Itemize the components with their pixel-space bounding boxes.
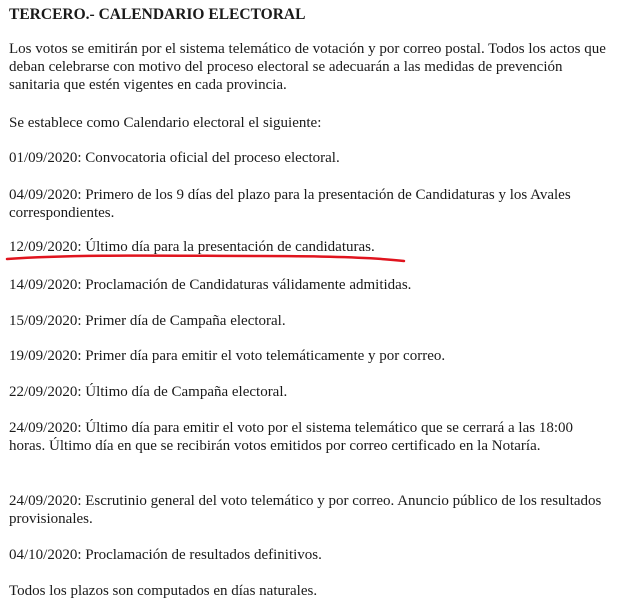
calendar-entry: 15/09/2020: Primer día de Campaña electoral. [9, 313, 286, 329]
calendar-entry-highlighted: 12/09/2020: Último día para la presentación de candidaturas. [9, 239, 375, 255]
closing-note: Todos los plazos son computados en días naturales. [9, 583, 318, 599]
red-underline-stroke [7, 256, 404, 261]
calendar-entry: 14/09/2020: Proclamación de Candidaturas válidamente admitidas. [9, 277, 412, 293]
calendar-entry: 24/09/2020: Último día para emitir el voto por el sistema telemático que se cerrará a las 18:00 horas. Último día en que se recibirán votos emitidos por correo certificado en la Notaría. [9, 420, 573, 454]
calendar-entry: 04/10/2020: Proclamación de resultados definitivos. [9, 547, 322, 563]
intro-paragraph: Los votos se emitirán por el sistema telemático de votación y por correo postal. Todos los actos que deban celebrarse con motivo del proceso electoral se adecuarán a las medidas de prevención sanitaria que estén vigentes en cada provincia. [9, 41, 606, 93]
calendar-entry: 04/09/2020: Primero de los 9 días del plazo para la presentación de Candidaturas y los Avales correspondientes. [9, 187, 571, 221]
calendar-entry: 19/09/2020: Primer día para emitir el voto telemáticamente y por correo. [9, 348, 446, 364]
calendar-entry: 24/09/2020: Escrutinio general del voto telemático y por correo. Anuncio público de los resultados provisionales. [9, 493, 602, 527]
calendar-entry: 01/09/2020: Convocatoria oficial del proceso electoral. [9, 150, 340, 166]
calendar-entry: 22/09/2020: Último día de Campaña electoral. [9, 384, 288, 400]
calendar-lead: Se establece como Calendario electoral el siguiente: [9, 115, 322, 131]
section-title: TERCERO.- CALENDARIO ELECTORAL [9, 6, 306, 23]
